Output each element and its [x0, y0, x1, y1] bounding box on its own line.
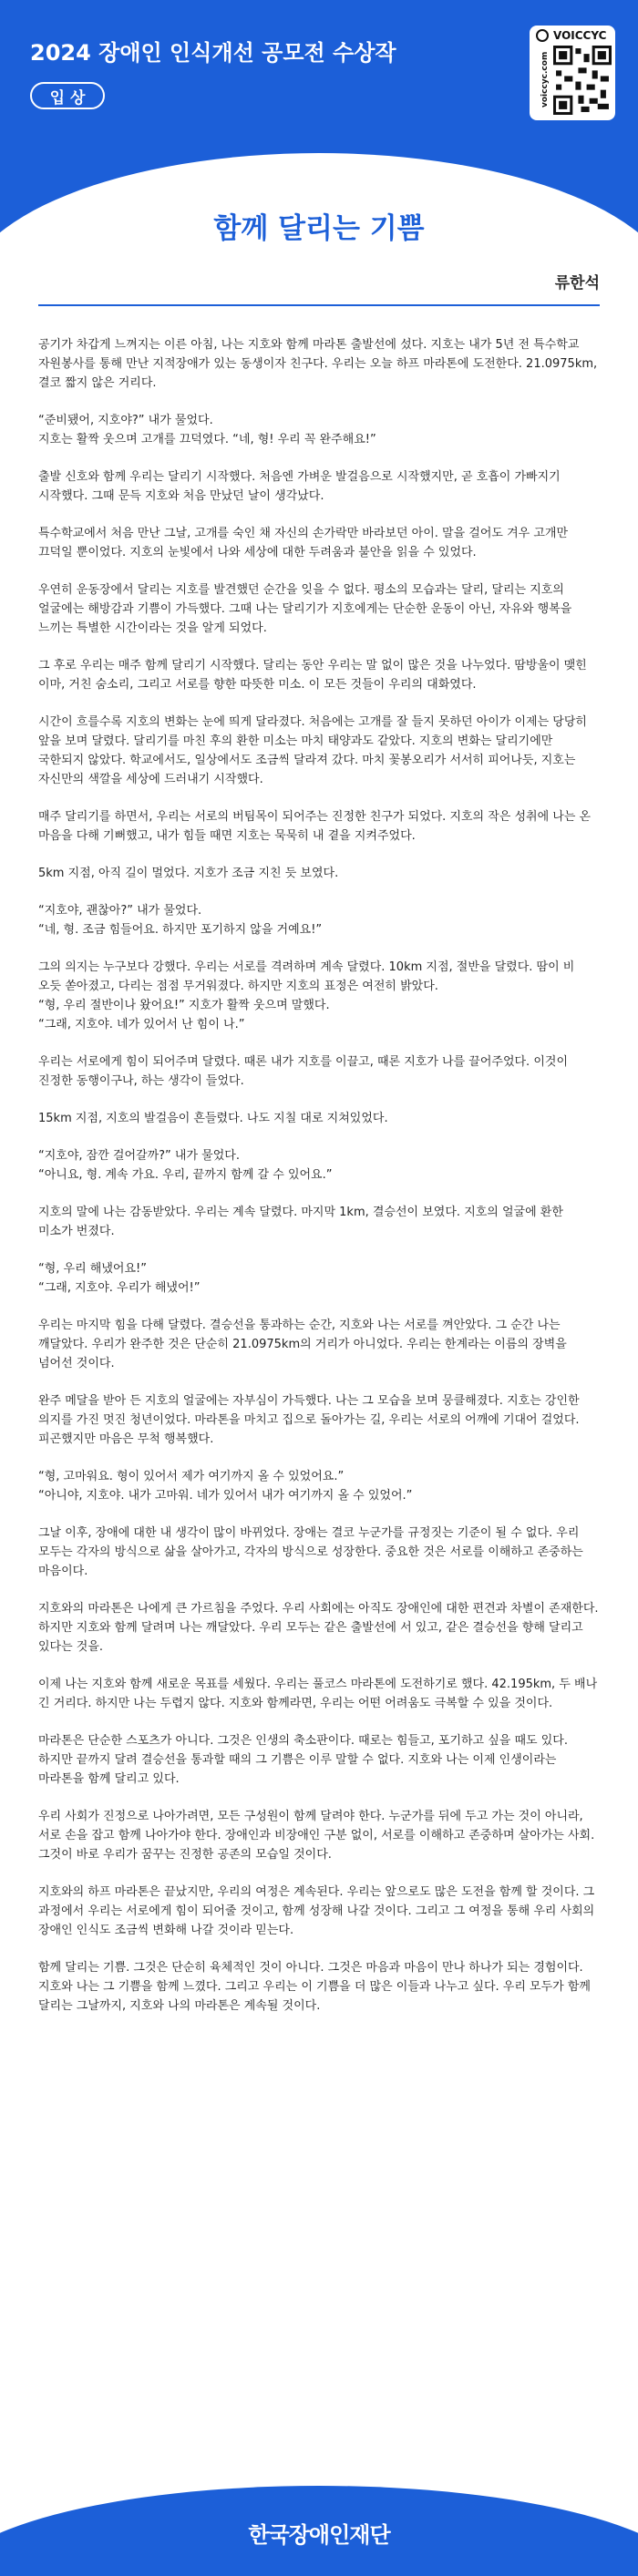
paragraph: 지호의 말에 나는 감동받았다. 우리는 계속 달렸다. 마지막 1km, 결승선이 보였다. 지호의 얼굴에 환한 미소가 번졌다. [38, 1206, 563, 1238]
voiccyc-qr-card[interactable] [530, 26, 615, 120]
brand-url: voiccyc.com [540, 51, 550, 108]
paragraph: 마라톤은 단순한 스포츠가 아니다. 그것은 인생의 축소판이다. 때로는 힘들고, 포기하고 싶을 때도 있다. 하지만 끝까지 달려 결승선을 통과할 때의 그 기쁨은 이루 말할 수 없다. 지호와 나는 이제 인생이라는 마라톤을 함께 달리고 있다. [38, 1734, 568, 1786]
footer [0, 2460, 638, 2576]
organization-logo: 한국장애인재단 [248, 2522, 390, 2548]
essay-body [38, 335, 600, 2034]
title-divider [38, 304, 600, 306]
paragraph: 매주 달리기를 하면서, 우리는 서로의 버팀목이 되어주는 진정한 친구가 되었다. 지호의 작은 성취에 나는 온 마음을 다해 기뻐했고, 내가 힘들 때면 지호는 묵묵히 내 곁을 지켜주었다. [38, 810, 592, 843]
paragraph: 함께 달리는 기쁨. 그것은 단순히 육체적인 것이 아니다. 그것은 마음과 마음이 만나 하나가 되는 경험이다. 지호와 나는 그 기쁨을 함께 느꼈다. 그리고 우리는 이 기쁨을 더 많은 이들과 나누고 싶다. 우리 모두가 함께 달리는 그날까지, 지호와 나의 마라톤은 계속될 것이다. [38, 1961, 591, 2013]
author-name: 류한석 [554, 274, 600, 292]
paragraph: “지호야, 잠깐 걸어갈까?” 내가 물었다. “아니요, 형. 계속 가요. 우리, 끝까지 함께 갈 수 있어요.” [38, 1149, 333, 1182]
paragraph: 우연히 운동장에서 달리는 지호를 발견했던 순간을 잊을 수 없다. 평소의 모습과는 달리, 달리는 지호의 얼굴에는 해방감과 기쁨이 가득했다. 그때 나는 달리기가 지호에게는 단순한 운동이 아닌, 자유와 행복을 느끼는 특별한 시간이라는 것을 알게 되었다. [38, 583, 572, 635]
paragraph: 5km 지점, 아직 길이 멀었다. 지호가 조금 지친 듯 보였다. [38, 867, 339, 880]
paragraph: 15km 지점, 지호의 발걸음이 흔들렸다. 나도 지칠 대로 지쳐있었다. [38, 1112, 388, 1125]
paragraph: 그날 이후, 장애에 대한 내 생각이 많이 바뀌었다. 장애는 결코 누군가를 규정짓는 기준이 될 수 없다. 우리 모두는 각자의 방식으로 삶을 살아가고, 각자의 방식으로 성장한다. 중요한 것은 서로를 이해하고 존중하는 마음이다. [38, 1526, 583, 1578]
qr-code-icon [553, 46, 612, 115]
paragraph: 이제 나는 지호와 함께 새로운 목표를 세웠다. 우리는 풀코스 마라톤에 도전하기로 했다. 42.195km, 두 배나 긴 거리다. 하지만 나는 두렵지 않다. 지호와 함께라면, 우리는 어떤 어려움도 극복할 수 있을 것이다. [38, 1678, 598, 1710]
award-badge: 입 상 [30, 82, 105, 109]
award-title: 2024 장애인 인식개선 공모전 수상작 [30, 40, 396, 66]
paragraph: “형, 고마워요. 형이 있어서 제가 여기까지 올 수 있었어요.” “아니야, 지호야. 내가 고마워. 네가 있어서 내가 여기까지 올 수 있었어.” [38, 1470, 413, 1503]
paragraph: 시간이 흐를수록 지호의 변화는 눈에 띄게 달라졌다. 처음에는 고개를 잘 들지 못하던 아이가 이제는 당당히 앞을 보며 달렸다. 달리기를 마친 후의 환한 미소는 마치 태양과도 같았다. 지호의 변화는 달리기에만 국한되지 않았다. 학교에서도, 일상에서도 조금씩 달라져 갔다. 마치 꽃봉오리가 서서히 피어나듯, 지호는 자신만의 색깔을 세상에 드러내기 시작했다. [38, 715, 587, 786]
paragraph: 특수학교에서 처음 만난 그날, 고개를 숙인 채 자신의 손가락만 바라보던 아이. 말을 걸어도 겨우 고개만 끄덕일 뿐이었다. 지호의 눈빛에서 나와 세상에 대한 두려움과 불안을 읽을 수 있었다. [38, 527, 568, 559]
paragraph: 우리 사회가 진정으로 나아가려면, 모든 구성원이 함께 달려야 한다. 누군가를 뒤에 두고 가는 것이 아니라, 서로 손을 잡고 함께 나아가야 한다. 장애인과 비장애인 구분 없이, 서로를 이해하고 존중하며 살아가는 사회. 그것이 바로 우리가 꿈꾸는 진정한 공존의 모습일 것이다. [38, 1810, 595, 1862]
brand-circle-icon [536, 29, 549, 42]
paragraph: 출발 신호와 함께 우리는 달리기 시작했다. 처음엔 가벼운 발걸음으로 시작했지만, 곧 호흡이 가빠지기 시작했다. 그때 문득 지호와 처음 만났던 날이 생각났다. [38, 470, 561, 503]
paragraph: 완주 메달을 받아 든 지호의 얼굴에는 자부심이 가득했다. 나는 그 모습을 보며 뭉클해졌다. 지호는 강인한 의지를 가진 멋진 청년이었다. 마라톤을 마치고 집으로 돌아가는 길, 우리는 서로의 어깨에 기대어 걸었다. 피곤했지만 마음은 무척 행복했다. [38, 1394, 580, 1446]
paragraph: 지호와의 마라톤은 나에게 큰 가르침을 주었다. 우리 사회에는 아직도 장애인에 대한 편견과 차별이 존재한다. 하지만 지호와 함께 달려며 나는 깨달았다. 우리 모두는 같은 출발선에 서 있고, 같은 결승선을 향해 달리고 있다는 것을. [38, 1602, 599, 1654]
paragraph: 그의 의지는 누구보다 강했다. 우리는 서로를 격려하며 계속 달렸다. 10km 지점, 절반을 달렸다. 땀이 비 오듯 쏟아졌고, 다리는 점점 무거워졌다. 하지만 지호의 표정은 여전히 밝았다. “형, 우리 절반이나 왔어요!” 지호가 활짝 웃으며 말했다. “그래, 지호야. 네가 있어서 난 힘이 나.” [38, 960, 575, 1031]
paragraph: “형, 우리 해냈어요!” “그래, 지호야. 우리가 해냈어!” [38, 1262, 201, 1295]
paragraph: “지호야, 괜찮아?” 내가 물었다. “네, 형. 조금 힘들어요. 하지만 포기하지 않을 거예요!” [38, 904, 323, 937]
paragraph: 그 후로 우리는 매주 함께 달리기 시작했다. 달리는 동안 우리는 말 없이 많은 것을 나누었다. 땀방울이 맺힌 이마, 거친 숨소리, 그리고 서로를 향한 따뜻한 미소. 이 모든 것들이 우리의 대화였다. [38, 659, 587, 692]
paragraph: 공기가 차갑게 느껴지는 이른 아침, 나는 지호와 함께 마라톤 출발선에 섰다. 지호는 내가 5년 전 특수학교 자원봉사를 통해 만난 지적장애가 있는 동생이자 친구다. 우리는 오늘 하프 마라톤에 도전한다. 21.0975km, 결코 짧지 않은 거리다. [38, 338, 598, 390]
paragraph: 지호와의 하프 마라톤은 끝났지만, 우리의 여정은 계속된다. 우리는 앞으로도 많은 도전을 함께 할 것이다. 그 과정에서 우리는 서로에게 힘이 되어줄 것이고, 함께 성장해 나갈 것이다. 그리고 그 여정을 통해 우리 사회의 장애인 인식도 조금씩 변화해 나갈 것이라 믿는다. [38, 1885, 595, 1937]
paragraph: “준비됐어, 지호야?” 내가 물었다. 지호는 활짝 웃으며 고개를 끄덕였다. “네, 형! 우리 꼭 완주해요!” [38, 414, 376, 446]
paragraph: 우리는 마지막 힘을 다해 달렸다. 결승선을 통과하는 순간, 지호와 나는 서로를 껴안았다. 그 순간 나는 깨달았다. 우리가 완주한 것은 단순히 21.0975km의 거리가 아니었다. 우리는 한계라는 이름의 장벽을 넘어선 것이다. [38, 1319, 567, 1370]
brand-name: VOICCYC [553, 29, 607, 42]
paragraph: 우리는 서로에게 힘이 되어주며 달렸다. 때론 내가 지호를 이끌고, 때론 지호가 나를 끌어주었다. 이것이 진정한 동행이구나, 하는 생각이 들었다. [38, 1055, 568, 1088]
essay-title: 함께 달리는 기쁨 [213, 212, 425, 245]
